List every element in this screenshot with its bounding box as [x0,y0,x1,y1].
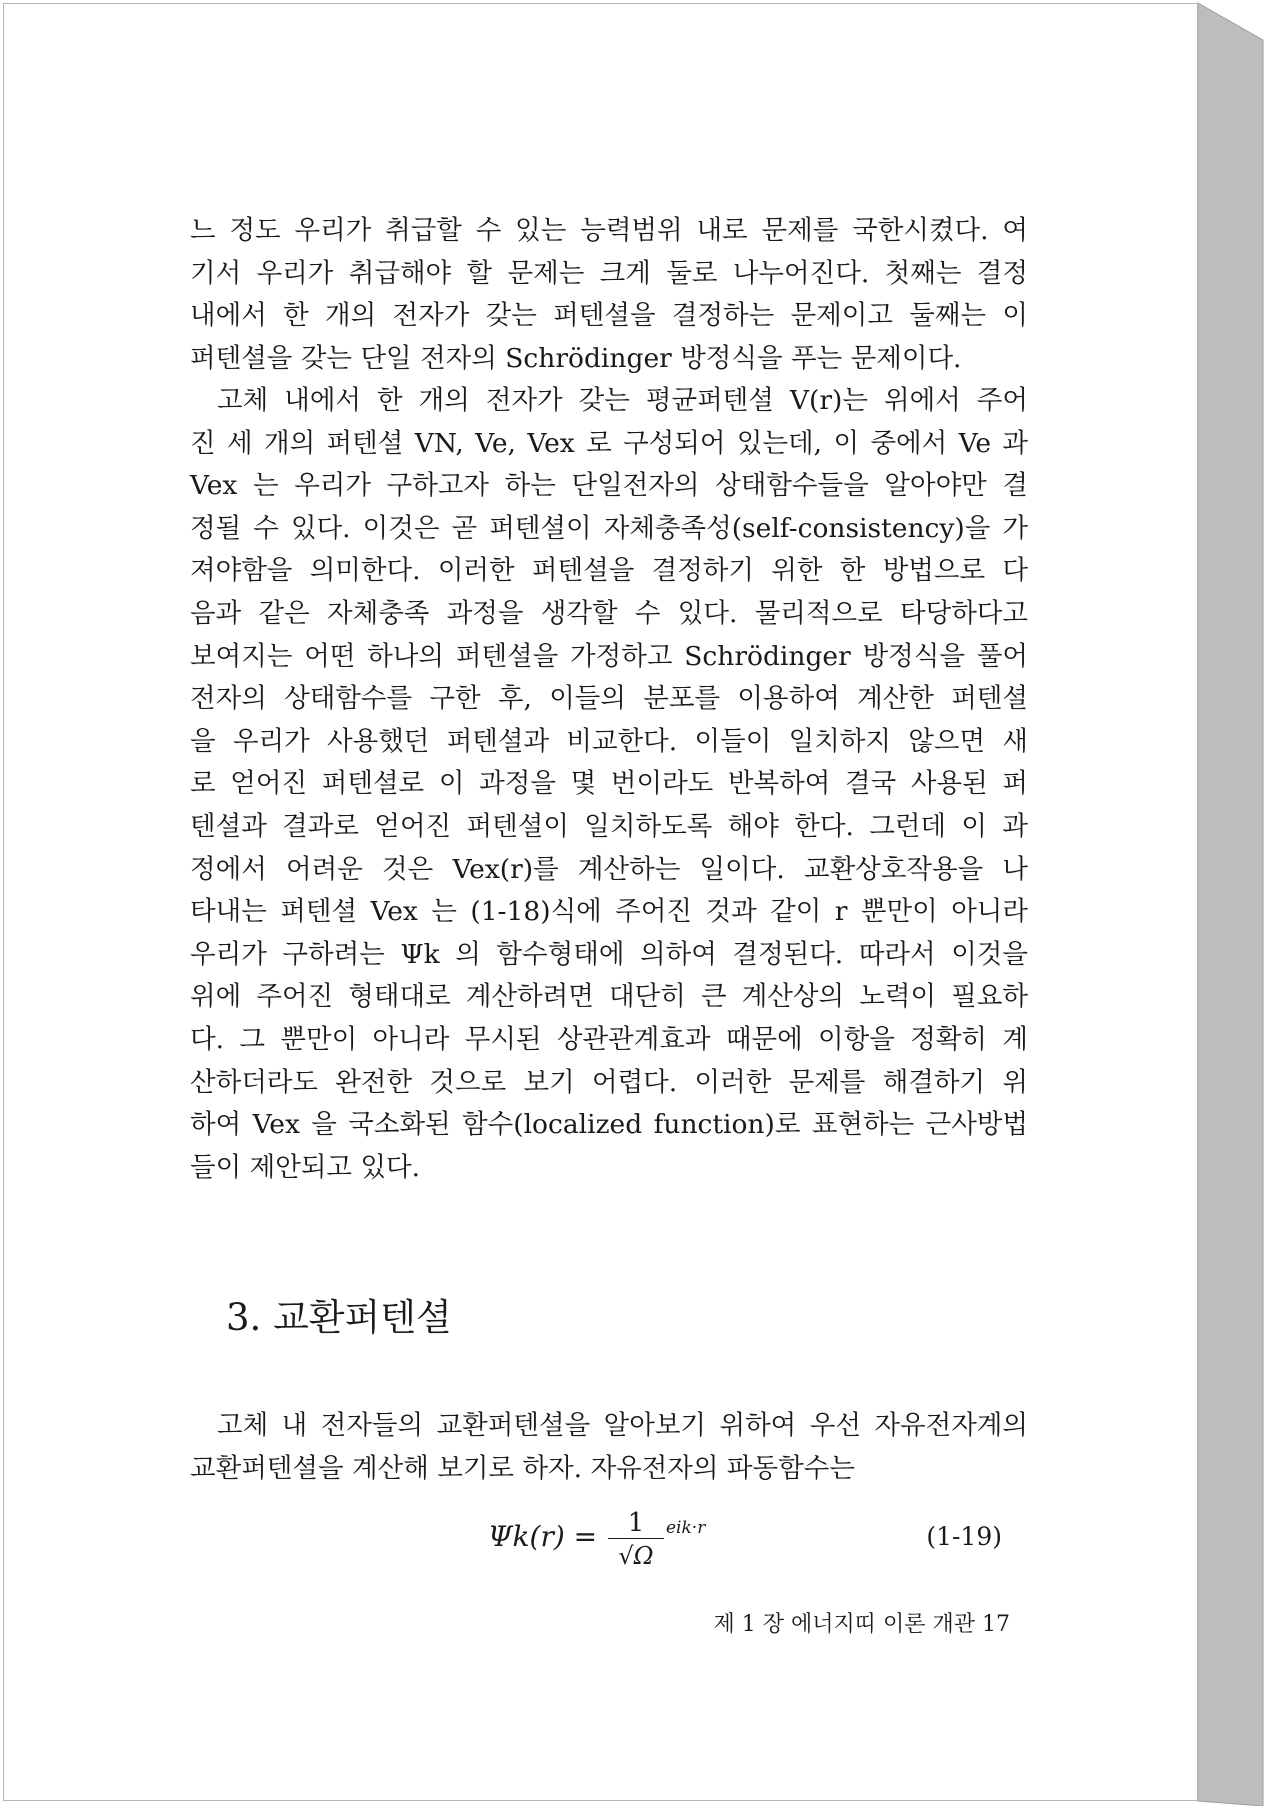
equation-exponential: eik·r [666,1518,706,1538]
text-line: 을 우리가 사용했던 퍼텐셜과 비교한다. 이들이 일치하지 않으면 새 [190,725,1028,757]
text-line: 우리가 구하려는 Ψk 의 함수형태에 의하여 결정된다. 따라서 이것을 [190,938,1028,970]
paragraph-3 [190,1405,1028,1490]
text-line: 타내는 퍼텐셜 Vex 는 (1-18)식에 주어진 것과 같이 r 뿐만이 아니라 [190,896,1028,928]
text-line: 음과 같은 자체충족 과정을 생각할 수 있다. 물리적으로 타당하다고 [190,597,1028,629]
text-line: 로 얻어진 퍼텐셜로 이 과정을 몇 번이라도 반복하여 결국 사용된 퍼 [190,768,1028,800]
text-line: 정될 수 있다. 이것은 곧 퍼텐셜이 자체충족성(self-consistency)을 가 [190,512,1028,544]
text-line: 퍼텐셜을 갖는 단일 전자의 Schrödinger 방정식을 푸는 문제이다. [190,342,962,374]
text-line: 느 정도 우리가 취급할 수 있는 능력범위 내로 문제를 국한시켰다. 여 [190,215,1028,246]
text-line-indented: 고체 내에서 한 개의 전자가 갖는 평균퍼텐셜 V(r)는 위에서 주어 [217,385,1028,416]
text-line: 산하더라도 완전한 것으로 보기 어렵다. 이러한 문제를 해결하기 위 [190,1066,1028,1098]
running-footer: 제 1 장 에너지띠 이론 개관 17 [713,1612,1010,1637]
section-heading: 3. 교환퍼텐셜 [226,1296,452,1339]
text-line: 기서 우리가 취급해야 할 문제는 크게 둘로 나누어진다. 첫째는 결정 [190,257,1028,289]
text-line: 텐셜과 결과로 얻어진 퍼텐셜이 일치하도록 해야 한다. 그런데 이 과 [190,810,1028,842]
paragraph-2 [190,380,1028,1189]
text-line: 하여 Vex 을 국소화된 함수(localized function)로 표현하는 근사방법 [190,1109,1028,1141]
text-line: Vex 는 우리가 구하고자 하는 단일전자의 상태함수들을 알아야만 결 [190,470,1028,502]
fraction-denominator: √Ω [618,1542,654,1570]
text-line: 전자의 상태함수를 구한 후, 이들의 분포를 이용하여 계산한 퍼텐셜 [190,683,1028,715]
text-line: 져야함을 의미한다. 이러한 퍼텐셜을 결정하기 위한 한 방법으로 다 [190,555,1028,587]
text-line: 들이 제안되고 있다. [190,1151,421,1183]
text-line-indented: 고체 내 전자들의 교환퍼텐셜을 알아보기 위하여 우선 자유전자계의 [217,1410,1028,1441]
equation-1-19 [488,1508,1008,1578]
paragraph-1 [190,210,1028,380]
equation-fraction [608,1508,664,1573]
text-line: 다. 그 뿐만이 아니라 무시된 상관관계효과 때문에 이항을 정확히 계 [190,1023,1028,1055]
text-line: 정에서 어려운 것은 Vex(r)를 계산하는 일이다. 교환상호작용을 나 [190,853,1028,885]
text-line: 내에서 한 개의 전자가 갖는 퍼텐셜을 결정하는 문제이고 둘째는 이 [190,300,1028,332]
equation-lhs: Ψk(r) = [488,1520,598,1553]
text-line: 진 세 개의 퍼텐셜 VN, Ve, Vex 로 구성되어 있는데, 이 중에서 Ve 과 [190,427,1028,459]
fraction-numerator: 1 [608,1508,664,1539]
text-line: 위에 주어진 형태대로 계산하려면 대단히 큰 계산상의 노력이 필요하 [190,981,1028,1013]
text-line: 보여지는 어떤 하나의 퍼텐셜을 가정하고 Schrödinger 방정식을 풀어 [190,640,1028,672]
text-line: 교환퍼텐셜을 계산해 보기로 하자. 자유전자의 파동함수는 [190,1452,855,1484]
equation-number: (1-19) [926,1522,1002,1551]
